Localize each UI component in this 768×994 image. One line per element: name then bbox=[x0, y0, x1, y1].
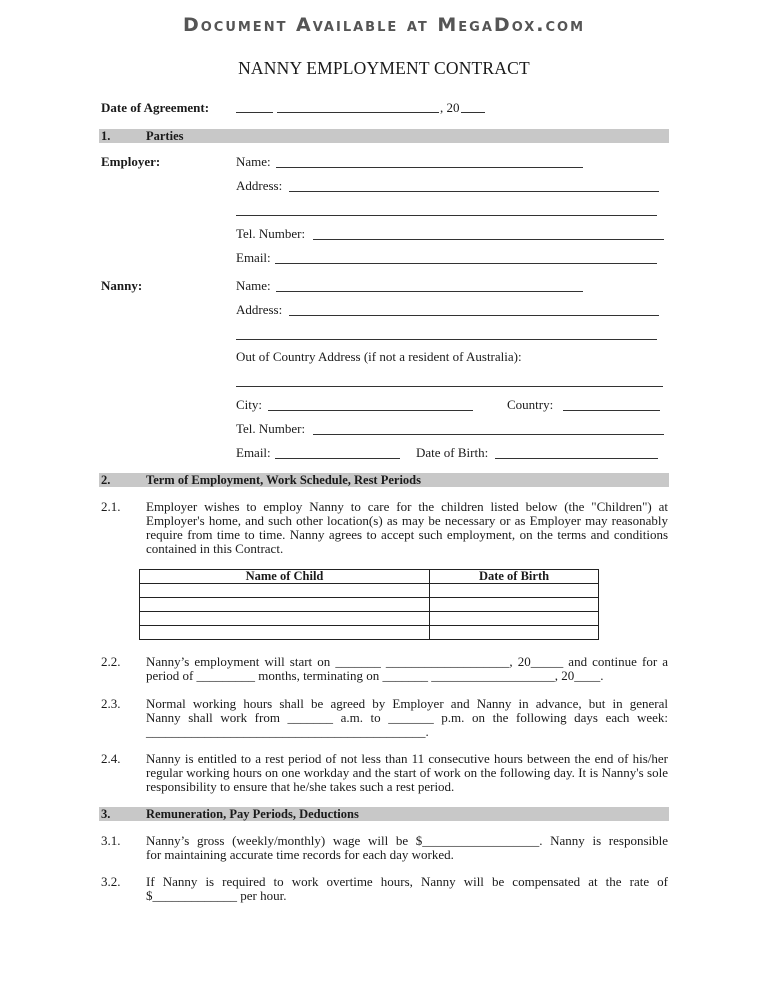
date-day-field[interactable] bbox=[236, 112, 273, 113]
nanny-tel-label: Tel. Number: bbox=[236, 421, 306, 436]
document-title: NANNY EMPLOYMENT CONTRACT bbox=[238, 58, 530, 78]
child-name-cell[interactable] bbox=[140, 598, 430, 612]
clause-3-2-line-1: If Nanny is required to work overtime hours, Nanny will be compensated at the rate of bbox=[146, 874, 668, 889]
nanny-heading: Nanny: bbox=[101, 278, 143, 293]
nanny-address-field[interactable] bbox=[289, 315, 659, 316]
employer-name-label: Name: bbox=[236, 154, 271, 169]
section-2-number: 2. bbox=[101, 473, 111, 487]
children-table bbox=[139, 569, 599, 640]
date-month-field[interactable] bbox=[277, 112, 439, 113]
nanny-out-of-country-field[interactable] bbox=[236, 386, 663, 387]
child-dob-cell[interactable] bbox=[430, 626, 599, 640]
nanny-email-label: Email: bbox=[236, 445, 271, 460]
nanny-out-of-country-label: Out of Country Address (if not a resident of Australia): bbox=[236, 349, 522, 364]
nanny-name-field[interactable] bbox=[276, 291, 583, 292]
section-1-title: Parties bbox=[146, 129, 184, 143]
employer-address-field-2[interactable] bbox=[236, 215, 657, 216]
section-3-title: Remuneration, Pay Periods, Deductions bbox=[146, 807, 359, 821]
clause-2-3-line-2: Nanny shall work from _______ a.m. to _______ p.m. on the following days each week: bbox=[146, 710, 668, 725]
clause-3-1-line-1: Nanny’s gross (weekly/monthly) wage will be $__________________. Nanny is responsible bbox=[146, 833, 668, 848]
column-header-dob: Date of Birth bbox=[430, 570, 599, 584]
date-year-prefix: , 20 bbox=[440, 100, 460, 115]
clause-2-2-number: 2.2. bbox=[101, 654, 121, 669]
clause-3-1-line-2: for maintaining accurate time records for each day worked. bbox=[146, 847, 454, 862]
employer-heading: Employer: bbox=[101, 154, 161, 169]
employer-address-label: Address: bbox=[236, 178, 283, 193]
clause-2-1-number: 2.1. bbox=[101, 499, 121, 514]
employer-email-label: Email: bbox=[236, 250, 271, 265]
section-3-number: 3. bbox=[101, 807, 111, 821]
table-header-row bbox=[140, 570, 599, 584]
clause-2-1-text: Employer wishes to employ Nanny to care for the children listed below (the "Children") at Employer's home, and such other location(s) as may be necessary or as Employer may reasonably require from time to time. Nanny agrees to accept such employment, on the terms and conditions contained in this Contract. bbox=[146, 499, 668, 556]
table-row bbox=[140, 612, 599, 626]
section-1-bar bbox=[99, 129, 669, 143]
watermark-banner: Document Available at MegaDox.com bbox=[182, 14, 586, 36]
child-dob-cell[interactable] bbox=[430, 612, 599, 626]
section-2-bar bbox=[99, 473, 669, 487]
employer-name-field[interactable] bbox=[276, 167, 583, 168]
table-row bbox=[140, 584, 599, 598]
clause-3-2-line-2: $_____________ per hour. bbox=[146, 888, 287, 903]
nanny-city-field[interactable] bbox=[268, 410, 473, 411]
section-1-number: 1. bbox=[101, 129, 111, 143]
date-year-field[interactable] bbox=[461, 112, 485, 113]
nanny-address-label: Address: bbox=[236, 302, 283, 317]
table-row bbox=[140, 626, 599, 640]
child-name-cell[interactable] bbox=[140, 584, 430, 598]
clause-2-3-line-3: ___________________________________________. bbox=[146, 724, 429, 739]
section-3-bar bbox=[99, 807, 669, 821]
employer-tel-field[interactable] bbox=[313, 239, 664, 240]
child-name-cell[interactable] bbox=[140, 612, 430, 626]
clause-3-1-number: 3.1. bbox=[101, 833, 121, 848]
child-dob-cell[interactable] bbox=[430, 598, 599, 612]
nanny-dob-label: Date of Birth: bbox=[416, 445, 489, 460]
clause-2-3-line-1: Normal working hours shall be agreed by Employer and Nanny in advance, but in general bbox=[146, 696, 668, 711]
child-name-cell[interactable] bbox=[140, 626, 430, 640]
clause-2-2-line-2: period of _________ months, terminating on _______ ___________________, 20____. bbox=[146, 668, 604, 683]
nanny-tel-field[interactable] bbox=[313, 434, 664, 435]
nanny-dob-field[interactable] bbox=[495, 458, 658, 459]
nanny-country-field[interactable] bbox=[563, 410, 660, 411]
child-dob-cell[interactable] bbox=[430, 584, 599, 598]
clause-2-3-number: 2.3. bbox=[101, 696, 121, 711]
clause-3-2-number: 3.2. bbox=[101, 874, 121, 889]
nanny-email-field[interactable] bbox=[275, 458, 400, 459]
nanny-country-label: Country: bbox=[507, 397, 554, 412]
nanny-name-label: Name: bbox=[236, 278, 271, 293]
nanny-address-field-2[interactable] bbox=[236, 339, 657, 340]
clause-2-2-line-1: Nanny’s employment will start on _______ ___________________, 20_____ and continue for a bbox=[146, 654, 668, 669]
clause-2-4-text: Nanny is entitled to a rest period of not less than 11 consecutive hours between the end of his/her regular working hours on one workday and the start of work on the following day. It is Nanny's sole responsibility to ensure that he/she takes such a rest period. bbox=[146, 751, 668, 794]
nanny-city-label: City: bbox=[236, 397, 263, 412]
employer-tel-label: Tel. Number: bbox=[236, 226, 306, 241]
employer-address-field[interactable] bbox=[289, 191, 659, 192]
clause-2-4-number: 2.4. bbox=[101, 751, 121, 766]
employer-email-field[interactable] bbox=[275, 263, 657, 264]
column-header-name: Name of Child bbox=[140, 570, 430, 584]
table-row bbox=[140, 598, 599, 612]
date-of-agreement-label: Date of Agreement: bbox=[101, 100, 210, 115]
section-2-title: Term of Employment, Work Schedule, Rest Periods bbox=[146, 473, 421, 487]
